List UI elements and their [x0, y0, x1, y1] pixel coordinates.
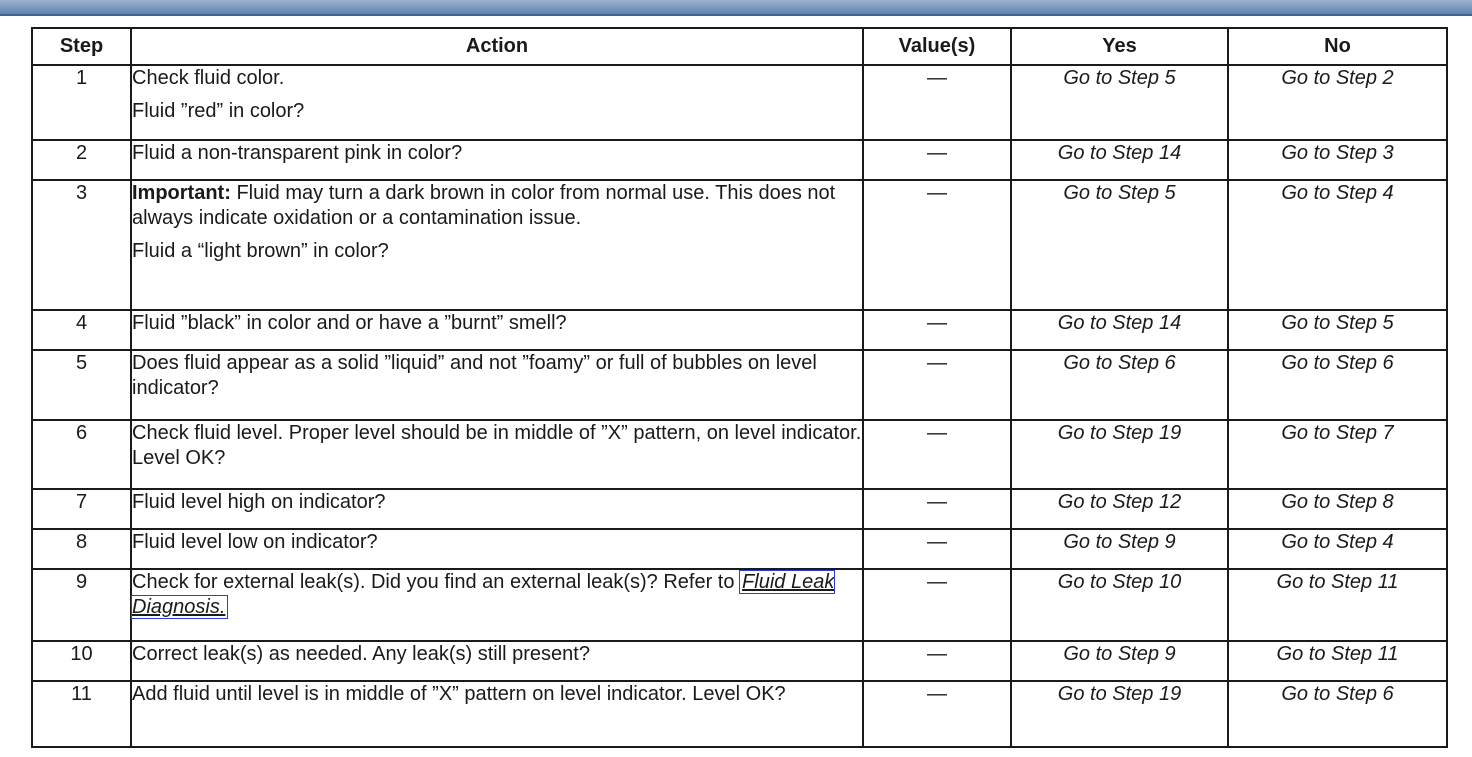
value-cell: — [863, 641, 1011, 681]
action-question: Add fluid until level is in middle of ”X” pattern on level indicator. Level OK? [132, 683, 786, 705]
action-question: Correct leak(s) as needed. Any leak(s) still present? [132, 643, 590, 665]
yes-cell: Go to Step 14 [1011, 140, 1228, 180]
yes-cell: Go to Step 19 [1011, 420, 1228, 489]
value-cell: — [863, 420, 1011, 489]
action-question: Does fluid appear as a solid ”liquid” and not ”foamy” or full of bubbles on level indicator? [132, 352, 817, 399]
header-values: Value(s) [863, 28, 1011, 65]
value-cell: — [863, 65, 1011, 140]
value-cell: — [863, 140, 1011, 180]
value-cell: — [863, 569, 1011, 641]
header-step: Step [32, 28, 131, 65]
table-row [32, 65, 1447, 140]
no-cell: Go to Step 7 [1228, 420, 1447, 489]
action-cell [131, 420, 863, 489]
no-cell: Go to Step 11 [1228, 569, 1447, 641]
action-cell [131, 489, 863, 529]
yes-cell: Go to Step 6 [1011, 350, 1228, 420]
action-question: Fluid ”black” in color and or have a ”burnt” smell? [132, 312, 567, 334]
step-number: 6 [32, 420, 131, 489]
header-no: No [1228, 28, 1447, 65]
action-cell [131, 681, 863, 747]
yes-cell: Go to Step 5 [1011, 180, 1228, 310]
action-cell [131, 529, 863, 569]
fluid-leak-diagnosis-link[interactable]: Fluid Leak Diagnosis. [132, 571, 835, 618]
no-cell: Go to Step 2 [1228, 65, 1447, 140]
header-yes: Yes [1011, 28, 1228, 65]
table-row [32, 569, 1447, 641]
yes-cell: Go to Step 10 [1011, 569, 1228, 641]
value-cell: — [863, 350, 1011, 420]
yes-cell: Go to Step 9 [1011, 641, 1228, 681]
value-cell: — [863, 681, 1011, 747]
action-cell [131, 180, 863, 310]
yes-cell: Go to Step 14 [1011, 310, 1228, 350]
step-number: 2 [32, 140, 131, 180]
value-cell: — [863, 310, 1011, 350]
important-note [132, 181, 862, 231]
step-number: 11 [32, 681, 131, 747]
no-cell: Go to Step 11 [1228, 641, 1447, 681]
step-number: 8 [32, 529, 131, 569]
no-cell: Go to Step 5 [1228, 310, 1447, 350]
step-number: 5 [32, 350, 131, 420]
table-header-row [32, 28, 1447, 65]
table-row [32, 489, 1447, 529]
action-cell [131, 310, 863, 350]
important-label: Important: [132, 182, 231, 204]
action-question: Check fluid level. Proper level should be in middle of ”X” pattern, on level indicator. Level OK? [132, 422, 862, 469]
window-top-bar [0, 0, 1472, 16]
no-cell: Go to Step 6 [1228, 681, 1447, 747]
value-cell: — [863, 489, 1011, 529]
no-cell: Go to Step 4 [1228, 529, 1447, 569]
action-question: Fluid level high on indicator? [132, 491, 386, 513]
table-row [32, 681, 1447, 747]
value-cell: — [863, 180, 1011, 310]
action-cell [131, 65, 863, 140]
action-question: Fluid a “light brown” in color? [132, 240, 389, 262]
table-row [32, 529, 1447, 569]
table-row [32, 641, 1447, 681]
step-number: 9 [32, 569, 131, 641]
table-row [32, 310, 1447, 350]
table-row [32, 140, 1447, 180]
action-text: Check for external leak(s). Did you find an external leak(s)? Refer to [132, 571, 741, 593]
yes-cell: Go to Step 9 [1011, 529, 1228, 569]
action-cell [131, 569, 863, 641]
no-cell: Go to Step 8 [1228, 489, 1447, 529]
action-text: Check fluid color. [132, 67, 285, 89]
value-cell: — [863, 529, 1011, 569]
action-question [132, 570, 862, 620]
action-cell [131, 641, 863, 681]
yes-cell: Go to Step 19 [1011, 681, 1228, 747]
step-number: 3 [32, 180, 131, 310]
table-row [32, 350, 1447, 420]
important-text: Fluid may turn a dark brown in color from normal use. This does not always indicate oxidation or a contamination issue. [132, 182, 836, 229]
yes-cell: Go to Step 5 [1011, 65, 1228, 140]
yes-cell: Go to Step 12 [1011, 489, 1228, 529]
header-action: Action [131, 28, 863, 65]
step-number: 4 [32, 310, 131, 350]
action-cell [131, 350, 863, 420]
action-question: Fluid level low on indicator? [132, 531, 378, 553]
step-number: 1 [32, 65, 131, 140]
action-question: Fluid a non-transparent pink in color? [132, 142, 463, 164]
no-cell: Go to Step 4 [1228, 180, 1447, 310]
table-row [32, 180, 1447, 310]
action-cell [131, 140, 863, 180]
diagnostic-table [31, 27, 1448, 748]
no-cell: Go to Step 3 [1228, 140, 1447, 180]
action-question: Fluid ”red” in color? [132, 100, 305, 122]
step-number: 7 [32, 489, 131, 529]
no-cell: Go to Step 6 [1228, 350, 1447, 420]
step-number: 10 [32, 641, 131, 681]
table-row [32, 420, 1447, 489]
